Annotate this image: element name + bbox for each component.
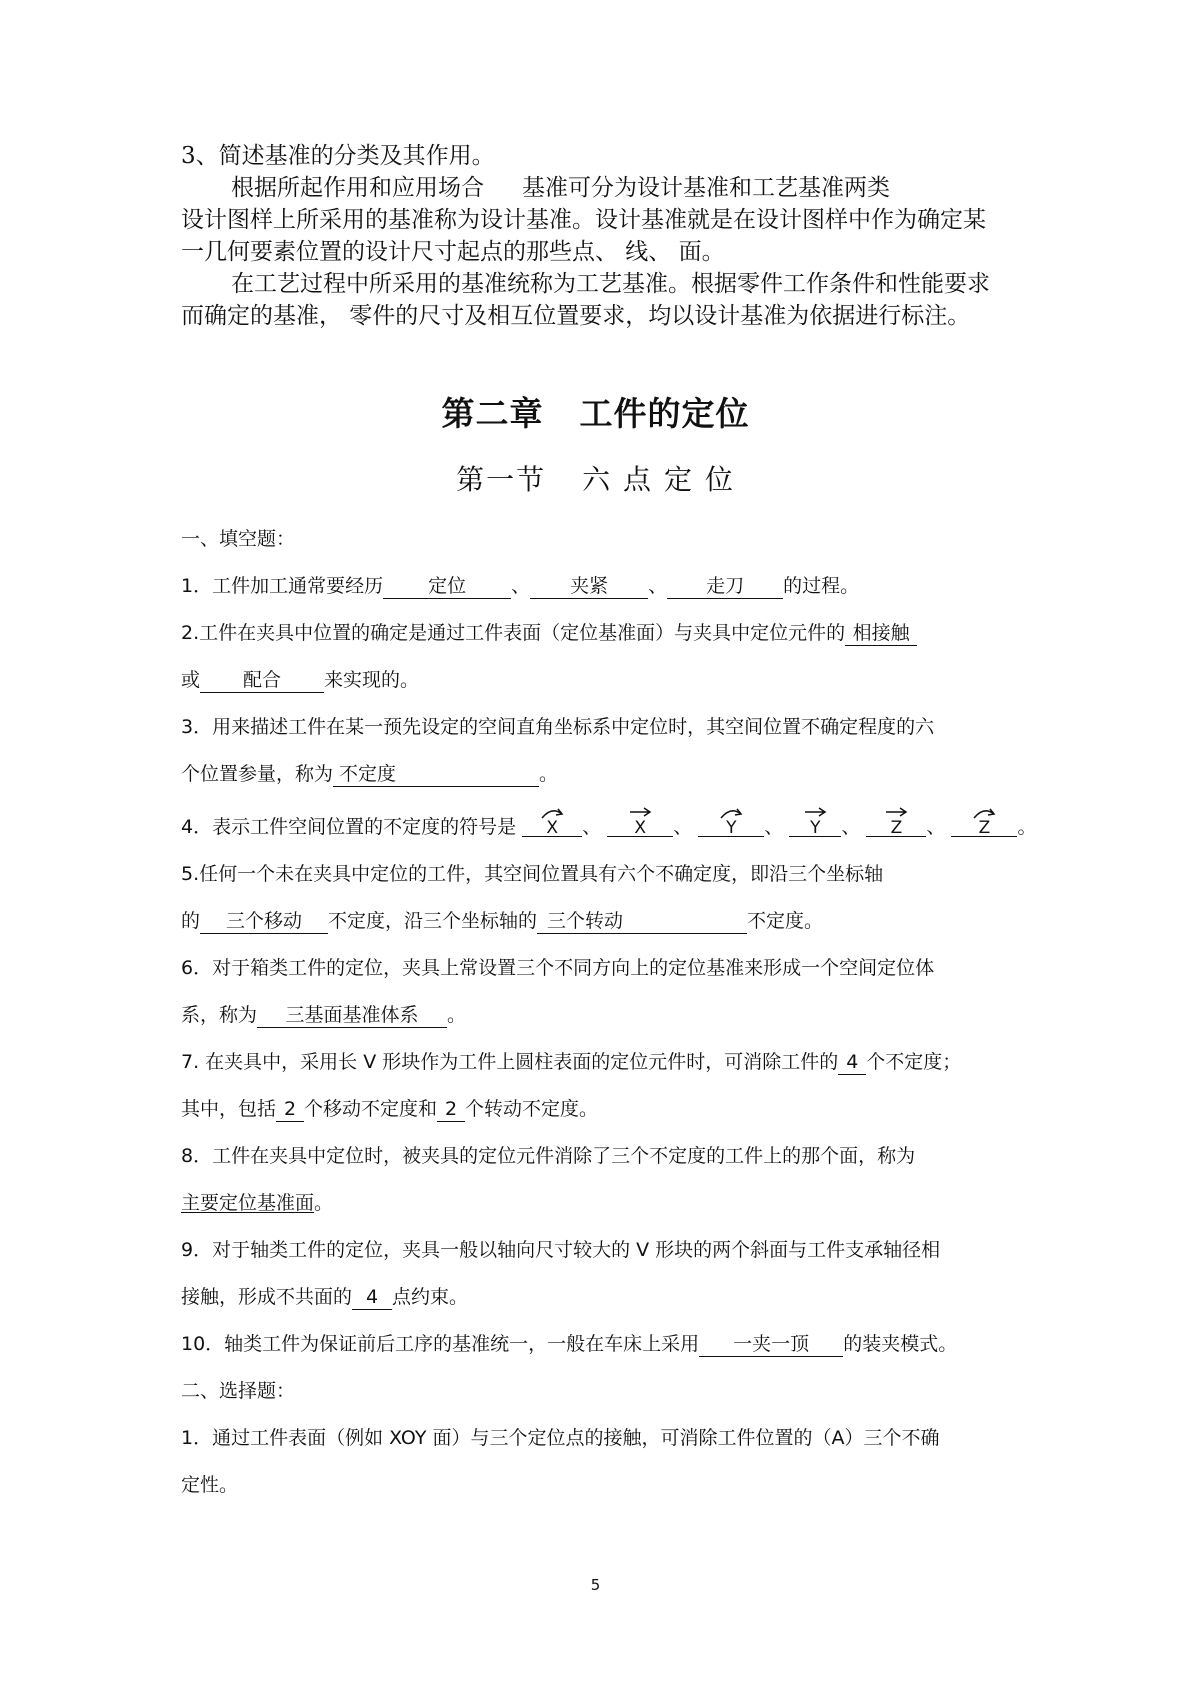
q7-text-2: 其中，包括 — [181, 1098, 277, 1120]
q10-post: 的装夹模式。 — [843, 1333, 958, 1355]
choice-q1-line2: 定性。 — [181, 1474, 239, 1496]
chapter-title — [0, 388, 1191, 435]
rotation-arrow-icon — [971, 806, 997, 820]
fill-q6-line1: 6．对于箱类工件的定位，夹具上常设置三个不同方向上的定位基准来形成一个空间定位体 — [181, 957, 935, 979]
q8-post: 。 — [314, 1192, 334, 1214]
symbol-letter: X — [634, 818, 647, 838]
translation-arrow-icon — [803, 806, 827, 818]
q7-post: 个不定度； — [866, 1051, 962, 1073]
page-number: 5 — [590, 1576, 601, 1594]
q4-post: 。 — [1017, 816, 1037, 838]
q3-text: 个位置参量，称为 — [181, 763, 334, 785]
fill-q9-line2 — [181, 1282, 1021, 1310]
q2-answer-2: 配合 — [200, 668, 324, 693]
section-number: 第一节 — [456, 463, 547, 496]
q8-answer: 主要定位基准面 — [181, 1192, 315, 1214]
q9-text: 接触，形成不共面的 — [181, 1286, 353, 1308]
q3-post: 。 — [539, 763, 559, 785]
symbol-x-rotation — [522, 812, 582, 837]
q4-sep: 、 — [764, 816, 784, 838]
q4-sep: 、 — [582, 816, 602, 838]
symbol-letter: X — [546, 818, 558, 838]
symbol-letter: Y — [726, 818, 737, 838]
paragraph-1 — [181, 172, 1021, 204]
q4-sep: 、 — [841, 816, 861, 838]
q10-answer: 一夹一顶 — [699, 1332, 843, 1357]
q1-text: 1．工件加工通常要经历 — [181, 575, 384, 597]
q4-sep: 、 — [926, 816, 946, 838]
q2-text-2: 或 — [181, 669, 201, 691]
fill-q4 — [181, 812, 1037, 839]
fill-q1 — [181, 571, 1021, 599]
q6-answer: 三基面基准体系 — [257, 1003, 447, 1028]
q5-answer-2: 三个转动 — [537, 909, 747, 934]
fill-q7-line1 — [181, 1047, 1021, 1075]
translation-arrow-icon — [628, 806, 652, 818]
fill-q10 — [181, 1329, 1021, 1357]
rotation-arrow-icon — [539, 806, 565, 820]
paragraph-1-part-a: 根据所起作用和应用场合 — [231, 175, 484, 201]
fill-q2-line1 — [181, 618, 1021, 646]
paragraph-5: 而确定的基准， 零件的尺寸及相互位置要求，均以设计基准为依据进行标注。 — [181, 303, 971, 329]
fill-q3-line2 — [181, 759, 1021, 787]
q9-answer: 4 — [352, 1285, 392, 1310]
symbol-letter: Z — [978, 818, 991, 838]
section-title — [0, 458, 1191, 498]
q7-answer-2: 2 — [276, 1097, 304, 1122]
q4-text: 4．表示工件空间位置的不定度的符号是 — [181, 816, 517, 838]
fill-q5-line1: 5.任何一个未在夹具中定位的工件，其空间位置具有六个不确定度，即沿三个坐标轴 — [181, 863, 884, 885]
section-name: 六 点 定 位 — [582, 463, 735, 496]
q1-sep-1: 、 — [511, 575, 531, 597]
q2-text: 2.工件在夹具中位置的确定是通过工件表面（定位基准面）与夹具中定位元件的 — [181, 622, 846, 644]
q7-answer-3: 2 — [437, 1097, 465, 1122]
question-3-title: 3、简述基准的分类及其作用。 — [181, 143, 495, 169]
q9-post: 点约束。 — [392, 1286, 469, 1308]
symbol-y-rotation — [698, 812, 764, 837]
symbol-letter: Z — [890, 818, 903, 838]
paragraph-1-part-b: 基准可分为设计基准和工艺基准两类 — [522, 175, 890, 201]
choice-heading: 二、选择题： — [181, 1380, 296, 1402]
q1-answer-1: 定位 — [383, 574, 511, 599]
paragraph-2: 设计图样上所采用的基准称为设计基准。设计基准就是在设计图样中作为确定某 — [181, 207, 986, 233]
q1-answer-3: 走刀 — [667, 574, 783, 599]
q6-text: 系，称为 — [181, 1004, 258, 1026]
q2-post: 来实现的。 — [324, 669, 420, 691]
paragraph-3: 一几何要素位置的设计尺寸起点的那些点、 线、 面。 — [181, 239, 725, 265]
fill-q7-line2 — [181, 1094, 1021, 1122]
choice-q1-line1: 1．通过工件表面（例如 XOY 面）与三个定位点的接触，可消除工件位置的（A）三个不确 — [181, 1427, 940, 1449]
q2-answer-1: 相接触 — [845, 621, 917, 646]
rotation-arrow-icon — [718, 806, 744, 820]
q3-answer: 不定度 — [333, 762, 539, 787]
fill-q6-line2 — [181, 1000, 1021, 1028]
q5-text: 的 — [181, 910, 201, 932]
q10-text: 10．轴类工件为保证前后工序的基准统一，一般在车床上采用 — [181, 1333, 700, 1355]
paragraph-4: 在工艺过程中所采用的基准统称为工艺基准。根据零件工作条件和性能要求 — [231, 271, 990, 297]
q4-sep: 、 — [673, 816, 693, 838]
symbol-z-translation — [866, 812, 926, 837]
q5-answer-1: 三个移动 — [200, 909, 328, 934]
fill-q5-line2 — [181, 906, 1021, 934]
fill-q8-line1: 8．工件在夹具中定位时，被夹具的定位元件消除了三个不定度的工件上的那个面，称为 — [181, 1145, 916, 1167]
fill-q3-line1: 3．用来描述工件在某一预先设定的空间直角坐标系中定位时，其空间位置不确定程度的六 — [181, 716, 935, 738]
q7-text-mid: 个移动不定度和 — [304, 1098, 438, 1120]
q5-post: 不定度。 — [747, 910, 824, 932]
translation-arrow-icon — [884, 806, 908, 818]
fill-q8-line2 — [181, 1188, 1021, 1215]
fill-q2-line2 — [181, 665, 1021, 693]
symbol-y-translation — [789, 812, 841, 837]
q7-post-2: 个转动不定度。 — [465, 1098, 599, 1120]
symbol-letter: Y — [810, 818, 821, 838]
chapter-number: 第二章 — [441, 394, 544, 433]
intro-block — [181, 140, 1021, 332]
fill-q9-line1: 9．对于轴类工件的定位，夹具一般以轴向尺寸较大的 V 形块的两个斜面与工件支承轴径相 — [181, 1239, 941, 1261]
chapter-name: 工件的定位 — [579, 394, 750, 433]
fill-heading: 一、填空题： — [181, 528, 296, 550]
q6-post: 。 — [447, 1004, 467, 1026]
q1-sep-2: 、 — [648, 575, 668, 597]
q5-text-mid: 不定度，沿三个坐标轴的 — [328, 910, 538, 932]
q7-answer-1: 4 — [838, 1050, 866, 1075]
q7-text: 7. 在夹具中，采用长 V 形块作为工件上圆柱表面的定位元件时，可消除工件的 — [181, 1051, 839, 1073]
symbol-z-rotation — [951, 812, 1017, 837]
q1-post: 的过程。 — [783, 575, 860, 597]
symbol-x-translation — [607, 812, 673, 837]
q1-answer-2: 夹紧 — [530, 574, 648, 599]
